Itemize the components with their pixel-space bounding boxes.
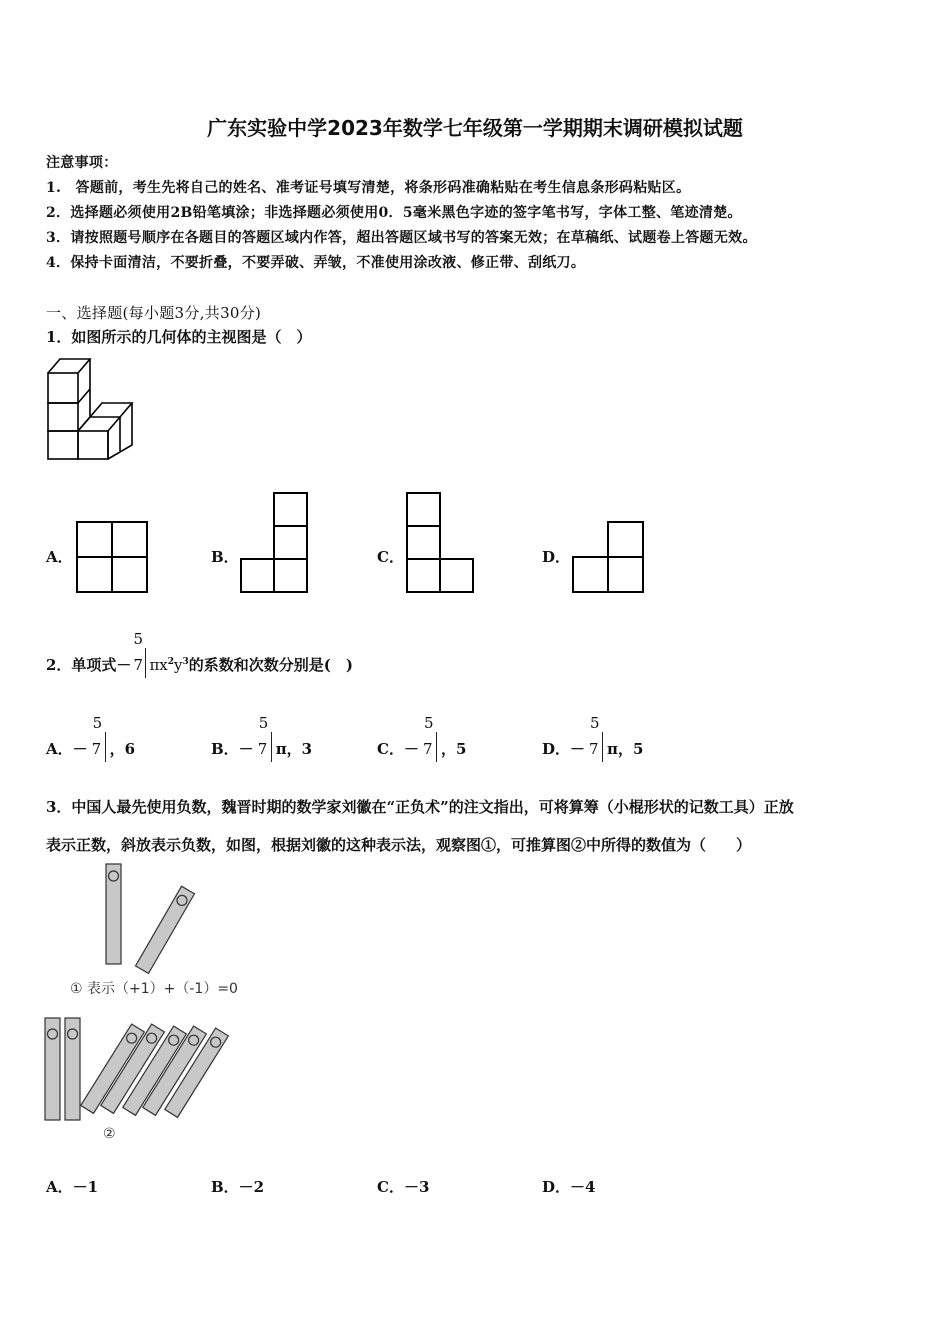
q1-option-a-figure[interactable] [76, 520, 148, 594]
q1-option-b-figure[interactable] [240, 492, 310, 594]
q2-option-d-label: D．－ [542, 740, 586, 758]
q3-stem-line1: 3．中国人最先使用负数，魏晋时期的数学家刘徽在“正负术”的注文指出，可将算筹（小棍形状的记数工具）正放 [46, 798, 794, 816]
q2-option-b-rest: π，3 [275, 740, 313, 758]
q2-option-d-num: 5 [590, 714, 600, 732]
q2-pi-x: πx [149, 656, 168, 674]
notice-item-1: 1. 答题前，考生先将自己的姓名、准考证号填写清楚，将条形码准确粘贴在考生信息条形码粘贴区。 [46, 180, 691, 196]
q2-option-c[interactable] [377, 714, 467, 760]
q1-option-c-label[interactable]: C． [377, 548, 404, 566]
q2-option-d-rest: π，5 [607, 740, 644, 758]
q2-y: y [174, 656, 183, 674]
q2-option-c-label: C．－ [377, 740, 419, 758]
q3-figure-2-caption: ② [103, 1126, 116, 1142]
q2-option-b-den: 7 [257, 740, 268, 758]
q1-stem: 1．如图所示的几何体的主视图是（ ） [46, 328, 312, 346]
q3-option-a[interactable]: A．－1 [46, 1178, 99, 1196]
q2-exp-y: 3 [182, 657, 189, 667]
page-title: 广东实验中学2023年数学七年级第一学期期末调研模拟试题 [207, 116, 743, 140]
q2-prefix: 2．单项式－ [46, 656, 132, 674]
q2-option-b-bar [271, 732, 272, 762]
q1-solid-figure [46, 355, 146, 465]
q2-option-a-rest: ，6 [109, 740, 136, 758]
q2-option-c-bar [436, 732, 437, 762]
notice-item-4: 4．保持卡面清洁，不要折叠，不要弄破、弄皱，不准使用涂改液、修正带、刮纸刀。 [46, 255, 586, 271]
q2-option-a-den: 7 [91, 740, 102, 758]
q2-exp-x: 2 [167, 657, 175, 667]
q2-option-a-label: A．－ [46, 740, 88, 758]
q1-option-b-label[interactable]: B． [211, 548, 239, 566]
q3-figure-2 [40, 1014, 250, 1126]
notice-item-2: 2．选择题必须使用2B铅笔填涂；非选择题必须使用0．5毫米黑色字迹的签字笔书写，字体工整、笔迹清楚。 [46, 205, 742, 221]
q2-option-c-rest: ，5 [440, 740, 467, 758]
q3-option-c[interactable]: C．－3 [377, 1178, 430, 1196]
q2-option-b-label: B．－ [211, 740, 254, 758]
q2-option-d-den: 7 [589, 740, 599, 758]
q1-option-d-label[interactable]: D． [542, 548, 571, 566]
q3-option-b[interactable]: B．－2 [211, 1178, 265, 1196]
q2-numerator: 5 [133, 630, 143, 648]
q3-figure-1-caption: ① 表示（+1）+（-1）=0 [70, 981, 238, 997]
q2-stem [46, 630, 353, 676]
q3-option-d[interactable]: D．－4 [542, 1178, 596, 1196]
q1-option-d-figure[interactable] [572, 520, 644, 594]
q2-option-b[interactable] [211, 714, 313, 760]
section-heading: 一、选择题(每小题3分,共30分) [46, 304, 262, 322]
q2-option-b-num: 5 [258, 714, 269, 732]
q2-option-c-num: 5 [423, 714, 434, 732]
q2-suffix: 的系数和次数分别是( ) [188, 656, 353, 674]
q1-option-a-label[interactable]: A． [46, 548, 73, 566]
q2-denominator: 7 [133, 656, 143, 674]
q2-option-a[interactable] [46, 714, 136, 760]
q2-option-a-num: 5 [92, 714, 103, 732]
q2-option-a-bar [105, 732, 106, 762]
notice-heading: 注意事项： [46, 155, 118, 171]
q2-option-c-den: 7 [422, 740, 433, 758]
q2-fraction-bar [145, 648, 146, 678]
notice-item-3: 3．请按照题号顺序在各题目的答题区域内作答，超出答题区域书写的答案无效；在草稿纸、试题卷上答题无效。 [46, 230, 757, 246]
q2-option-d[interactable] [542, 714, 644, 760]
q1-option-c-figure[interactable] [406, 492, 476, 594]
q2-option-d-bar [602, 732, 603, 762]
q3-figure-1 [100, 862, 210, 982]
q3-stem-line2: 表示正数，斜放表示负数，如图，根据刘徽的这种表示法，观察图①，可推算图②中所得的数值为（ ） [46, 836, 752, 854]
